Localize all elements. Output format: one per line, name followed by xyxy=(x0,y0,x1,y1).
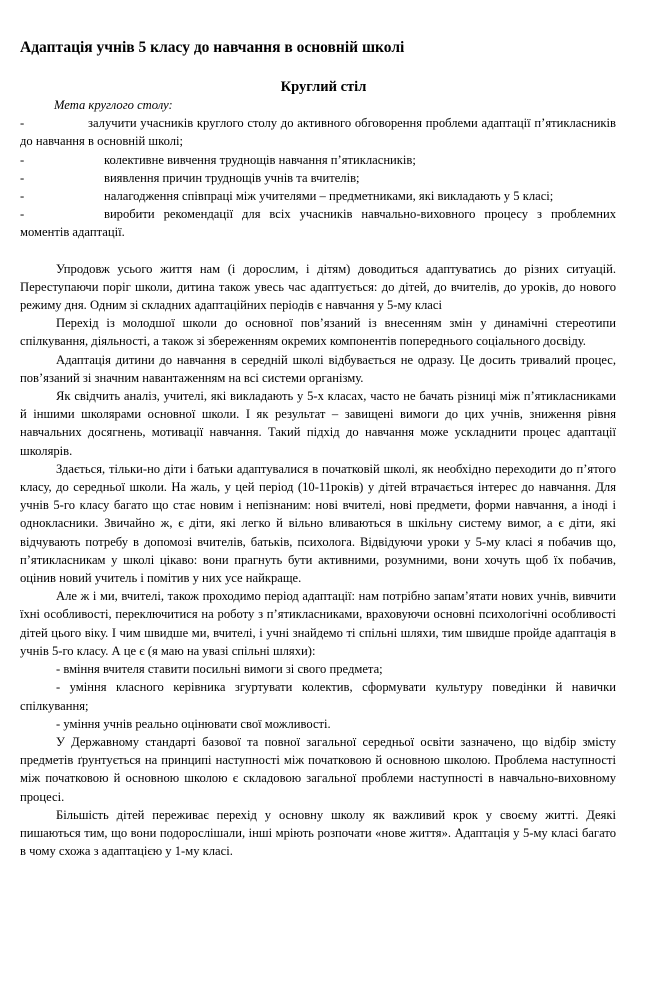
purpose-label: Мета круглого столу: xyxy=(54,98,173,112)
goal-dash: - xyxy=(20,207,25,222)
paragraph-gap xyxy=(20,242,616,260)
goal-item xyxy=(20,169,616,187)
paragraph: Адаптація дитини до навчання в середній школі відбувається не одразу. Це досить тривалий процес, пов’язаний зі значним навантаженням на всі системи організму. xyxy=(20,352,616,385)
goal-item xyxy=(20,114,616,150)
goal-item xyxy=(20,205,616,241)
goal-text: виявлення причин труднощів учнів та вчителів; xyxy=(104,170,360,185)
paragraph: Але ж і ми, вчителі, також проходимо період адаптації: нам потрібно запам’ятати нових учнів, вивчити їхні особливості, переключитися на роботу з п’ятикласниками, враховуючи основні психологічні особливості дітей цього віку. І чим швидше ми, вчителі, і учні знайдемо ті спільні шляхи, тим швидше пройде адаптація в учнів 5-го класу. А це є (я маю на увазі спільні шляхи): xyxy=(20,589,616,658)
paragraph: Як свідчить аналіз, учителі, які викладають у 5-х класах, часто не бачать різниці між п’ятикласниками й іншими школярами основної школи. І як результат – завищені вимоги до цих учнів, зниження рівня навчальних досягнень, мотивації навчання. Такий підхід до навчання може ускладнити процес адаптації школярів. xyxy=(20,389,616,458)
list-item: - уміння учнів реально оцінювати свої можливості. xyxy=(56,716,331,731)
goal-text: залучити учасників круглого столу до активного обговорення проблеми адаптації п’ятикласників до навчання в основній школі; xyxy=(20,116,616,149)
goal-text: налагодження співпраці між учителями – предметниками, які викладають у 5 класі; xyxy=(104,189,554,204)
goal-dash: - xyxy=(20,170,25,185)
goal-text: колективне вивчення труднощів навчання п’ятикласників; xyxy=(104,152,416,167)
goal-item xyxy=(20,151,616,169)
document-body xyxy=(20,96,616,860)
document-title: Адаптація учнів 5 класу до навчання в основній школі xyxy=(20,39,405,56)
paragraph: Упродовж усього життя нам (і дорослим, і дітям) доводиться адаптуватись до різних ситуацій. Переступаючи поріг школи, дитина також увесь час адаптується: до дітей, до вчителів, до уроків, до нового режиму дня. Одним зі складних адаптаційних періодів є навчання у 5-му класі xyxy=(20,261,616,313)
goal-dash: - xyxy=(20,116,25,131)
goal-item xyxy=(20,187,616,205)
document-subtitle: Круглий стіл xyxy=(280,79,367,95)
paragraph: Здається, тільки-но діти і батьки адаптувалися в початковій школі, як необхідно переходити до п’ятого класу, до середньої школи. На жаль, у цей період (10-11років) у дітей втрачається інтерес до навчання. Для учнів 5-го класу багато що стає новим і непізнаним: нові вчителі, нові предмети, форми навчання, а іноді і однокласники. Звичайно ж, є діти, які легко й вільно вливаються в шкільну систему вимог, а є діти, які відчувають потребу в допомозі вчителів, батьків, психолога. Відвідуючи уроки у 5-му класі я побачив що, п’ятикласникам у школі цікаво: вони прагнуть бути активними, розумними, вони хочуть щоб їх побачив, оцінив новий учитель і помітив у них усе найкраще. xyxy=(20,461,616,586)
goal-dash: - xyxy=(20,189,25,204)
goal-text: виробити рекомендації для всіх учасників навчально-виховного процесу з проблемних моментів адаптації. xyxy=(20,207,616,240)
paragraph: Більшість дітей переживає перехід у основну школу як важливий крок у своєму житті. Деякі пишаються тим, що вони подорослішали, інші мріють розпочати «нове життя». Адаптація у 5-му класі багато в чому схожа з адаптацією у 1-му класі. xyxy=(20,807,616,859)
list-item: - уміння класного керівника згуртувати колектив, сформувати культуру поведінки й навички спілкування; xyxy=(20,680,616,713)
goal-dash: - xyxy=(20,152,25,167)
paragraph: Перехід із молодшої школи до основної пов’язаний із внесенням змін у динамічні стереотипи спілкування, діяльності, а також зі збереженням окремих компонентів попереднього соціального досвіду. xyxy=(20,316,616,349)
paragraph: У Державному стандарті базової та повної загальної середньої освіти зазначено, що відбір змісту предметів ґрунтується на принципі наступності між початковою й основною школою. Проблема наступності між початковою й основною школою є складовою загальної проблеми наступності в навчально-виховному процесі. xyxy=(20,734,616,804)
list-item: - вміння вчителя ставити посильні вимоги зі свого предмета; xyxy=(56,662,383,677)
